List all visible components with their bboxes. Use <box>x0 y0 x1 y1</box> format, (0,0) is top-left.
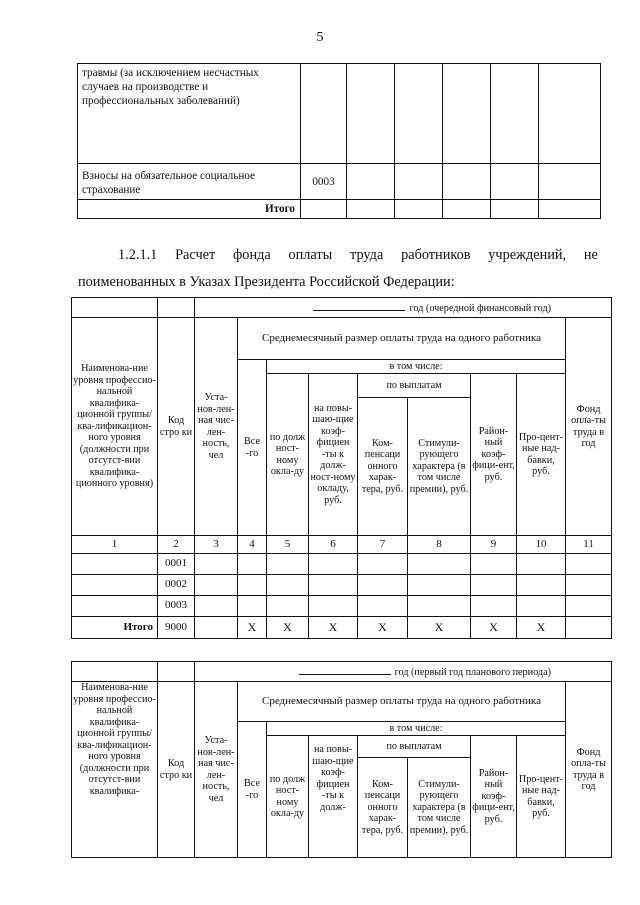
col-header-compensation: Ком-пенсаци онного харак-тера, руб. <box>358 398 408 536</box>
col-header-name: Наименова-ние уровня профессио-нальной квалифика-ционной группы/ква-лификацион-ного уровня (должности при отсутст-вии квалифика-ционного уровня) <box>72 318 158 536</box>
col-header-raising: на повы-шаю-щие коэф-фициен -ты к долж-ност-ному окладу, руб. <box>309 374 358 536</box>
continuation-table <box>77 63 601 219</box>
col-header-payments: по выплатам <box>358 374 471 398</box>
year-label: год (очередной финансовый год) <box>409 302 552 314</box>
col-header-percent: Про-цент-ные над-бавки, руб. <box>517 736 566 858</box>
col-header-salary: по долж ност-ному окла-ду <box>267 374 309 536</box>
col-header-payments: по выплатам <box>358 736 471 758</box>
table-row: 0001 <box>72 554 612 575</box>
col-header-name: Наименова-ние уровня профессио-нальной квалифика-ционной группы/ква-лификацион-ного уровня (должности при отсутст-вии квалифика- <box>73 682 156 797</box>
col-header-stimulating: Стимули-рующего характера (в том числе премии), руб. <box>408 758 471 858</box>
row-insurance-label: Взносы на обязательное социальное страхование <box>78 164 301 200</box>
page-number: 5 <box>316 30 324 45</box>
total-row: Итого 9000 Х Х Х Х Х Х Х <box>72 617 612 639</box>
col-header-average: Среднемесячный размер оплаты труда на одного работника <box>238 682 566 722</box>
section-line-2: поименованных в Указах Президента Российской Федерации: <box>78 274 455 290</box>
section-paragraph <box>78 242 598 296</box>
row-insurance-code: 0003 <box>301 164 347 200</box>
col-header-fund: Фонд опла-ты труда в год <box>566 682 612 858</box>
col-header-staff: Уста-нов-лен-ная чис-лен-ность, чел <box>195 682 238 858</box>
col-header-staff: Уста-нов-лен-ная чис-лен-ность, чел <box>195 318 238 536</box>
section-line-1: 1.2.1.1 Расчет фонда оплаты труда работников учреждений, не <box>78 242 598 269</box>
col-header-fund: Фонд опла-ты труда в год <box>566 318 612 536</box>
col-header-percent: Про-цент-ные над-бавки, руб. <box>517 374 566 536</box>
total-label: Итого <box>78 200 301 219</box>
col-header-salary: по долж ност-ному окла-ду <box>267 736 309 858</box>
year-blank-line <box>313 301 405 311</box>
col-header-regional: Район-ный коэф-фици-ент, руб. <box>471 374 517 536</box>
year-label: год (первый год планового периода) <box>394 666 552 678</box>
table-row: 0003 <box>72 596 612 617</box>
col-header-stimulating: Стимули-рующего характера (в том числе премии), руб. <box>408 398 471 536</box>
col-header-including: в том числе: <box>267 722 566 736</box>
col-header-regional: Район-ный коэф-фици-ент, руб. <box>471 736 517 858</box>
col-header-all: Все -го <box>238 722 267 858</box>
section-number: 1.2.1.1 <box>118 247 158 263</box>
table-row: 0002 <box>72 575 612 596</box>
row-injuries-label: травмы (за исключением несчастных случаев на производстве и профессиональных заболеваний) <box>78 64 301 164</box>
col-header-code: Код стро ки <box>158 682 195 858</box>
col-header-including: в том числе: <box>267 360 566 374</box>
col-header-compensation: Ком-пенсаци онного харак-тера, руб. <box>358 758 408 858</box>
col-header-all: Все -го <box>238 360 267 536</box>
col-header-average: Среднемесячный размер оплаты труда на одного работника <box>238 318 566 360</box>
col-header-raising: на повы-шаю-щие коэф-фициен -ты к долж- <box>312 744 354 813</box>
col-header-code: Код стро ки <box>158 318 195 536</box>
payroll-table-planning-year <box>71 661 612 858</box>
payroll-table-current-year: год (очередной финансовый год) Наименова-ние уровня профессио-нальной квалифика-ционной группы/ква-лификацион-ного уровня (должности при отсутст-вии квалифика-ционного уровня) Код стро ки Уста-нов-лен-ная чис-лен-ность, чел Среднемесячный размер оплаты труда на одного работника Фонд опла-ты труда в год Все -го в том числе: по долж ност-ному окла-ду на повы-шаю-щие коэф-фициен -ты к долж-ност-ному окладу, руб. по выплатам Район-ный коэф-фици-ент, руб. Про-цент-ные над-бавки, руб. Ком-пенсаци онного харак-тера, руб. Стимули-рующего характера (в том числе премии), руб. 1 2 3 4 5 6 7 8 9 10 11 0001 0002 0003 Итого 9000 Х Х Х Х Х Х Х <box>71 297 612 639</box>
year-blank-line <box>299 665 391 675</box>
